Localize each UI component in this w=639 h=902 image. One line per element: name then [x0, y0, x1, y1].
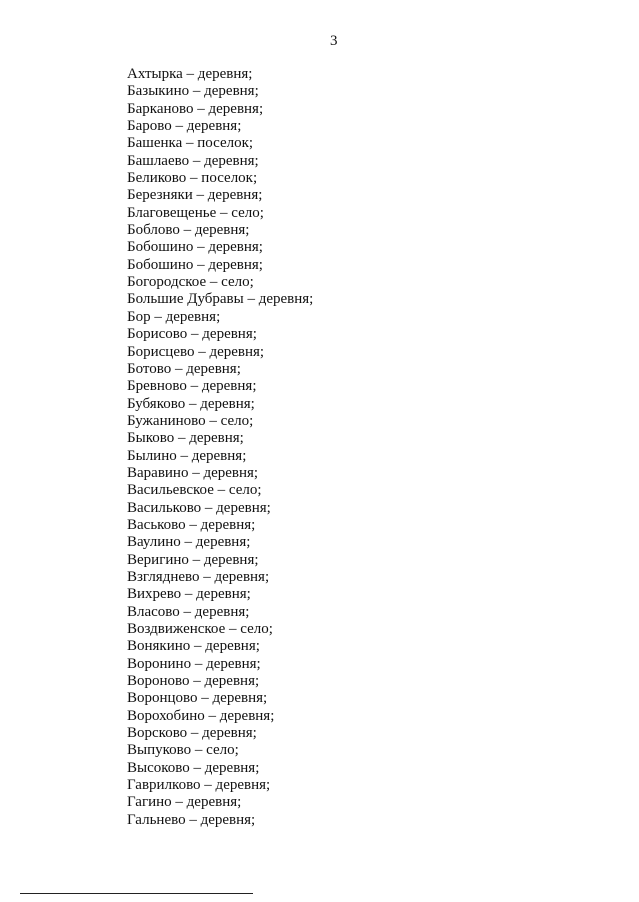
list-item: Беликово – поселок;: [127, 170, 258, 187]
footer-divider: [20, 893, 253, 894]
list-item: Бубяково – деревня;: [127, 395, 255, 412]
list-item: Варавино – деревня;: [127, 464, 259, 481]
list-item: Воздвиженское – село;: [127, 621, 273, 637]
list-item: Гальнево – деревня;: [127, 811, 256, 828]
list-item: Барканово – деревня;: [127, 100, 264, 117]
list-item: Выпуково – село;: [127, 742, 239, 759]
list-item: Ботово – деревня;: [127, 360, 241, 377]
settlement-list: [127, 66, 313, 829]
list-item: Башлаево – деревня;: [127, 152, 259, 169]
list-item: Воронцово – деревня;: [127, 690, 268, 707]
list-item: Бобошино – деревня;: [127, 256, 263, 273]
list-item: Барово – деревня;: [127, 118, 242, 135]
list-item: Ворохобино – деревня;: [127, 707, 275, 724]
list-item: Бужаниново – село;: [127, 412, 254, 429]
list-item: Большие Дубравы – деревня;: [127, 291, 314, 308]
list-item: Борисцево – деревня;: [127, 343, 265, 360]
list-item: Базыкино – деревня;: [127, 83, 259, 100]
list-item: Борисово – деревня;: [127, 326, 257, 343]
list-item: Былино – деревня;: [127, 447, 247, 464]
list-item: Благовещенье – село;: [127, 204, 264, 221]
list-item: Васильевское – село;: [127, 482, 262, 499]
list-item: Вонякино – деревня;: [127, 638, 260, 655]
list-item: Васьково – деревня;: [127, 516, 256, 533]
list-item: Васильково – деревня;: [127, 499, 271, 516]
list-item: Ваулино – деревня;: [127, 534, 251, 551]
list-item: Бревново – деревня;: [127, 378, 257, 395]
list-item: Бор – деревня;: [127, 308, 221, 325]
list-item: Воронино – деревня;: [127, 655, 261, 672]
list-item: Ахтырка – деревня;: [127, 66, 253, 82]
list-item: Быково – деревня;: [127, 430, 244, 447]
list-item: Березняки – деревня;: [127, 187, 263, 204]
list-item: Власово – деревня;: [127, 603, 250, 620]
list-item: Ворсково – деревня;: [127, 725, 257, 742]
page-number: 3: [330, 33, 338, 49]
list-item: Взгляднево – деревня;: [127, 568, 270, 585]
list-item: Вороново – деревня;: [127, 673, 260, 690]
list-item: Гагино – деревня;: [127, 794, 242, 811]
list-item: Бобошино – деревня;: [127, 239, 263, 256]
list-item: Веригино – деревня;: [127, 551, 259, 568]
list-item: Боблово – деревня;: [127, 222, 250, 239]
list-item: Гаврилково – деревня;: [127, 777, 271, 794]
list-item: Башенка – поселок;: [127, 135, 254, 152]
list-item: Богородское – село;: [127, 274, 254, 291]
list-item: Высоково – деревня;: [127, 759, 260, 776]
list-item: Вихрево – деревня;: [127, 586, 251, 603]
